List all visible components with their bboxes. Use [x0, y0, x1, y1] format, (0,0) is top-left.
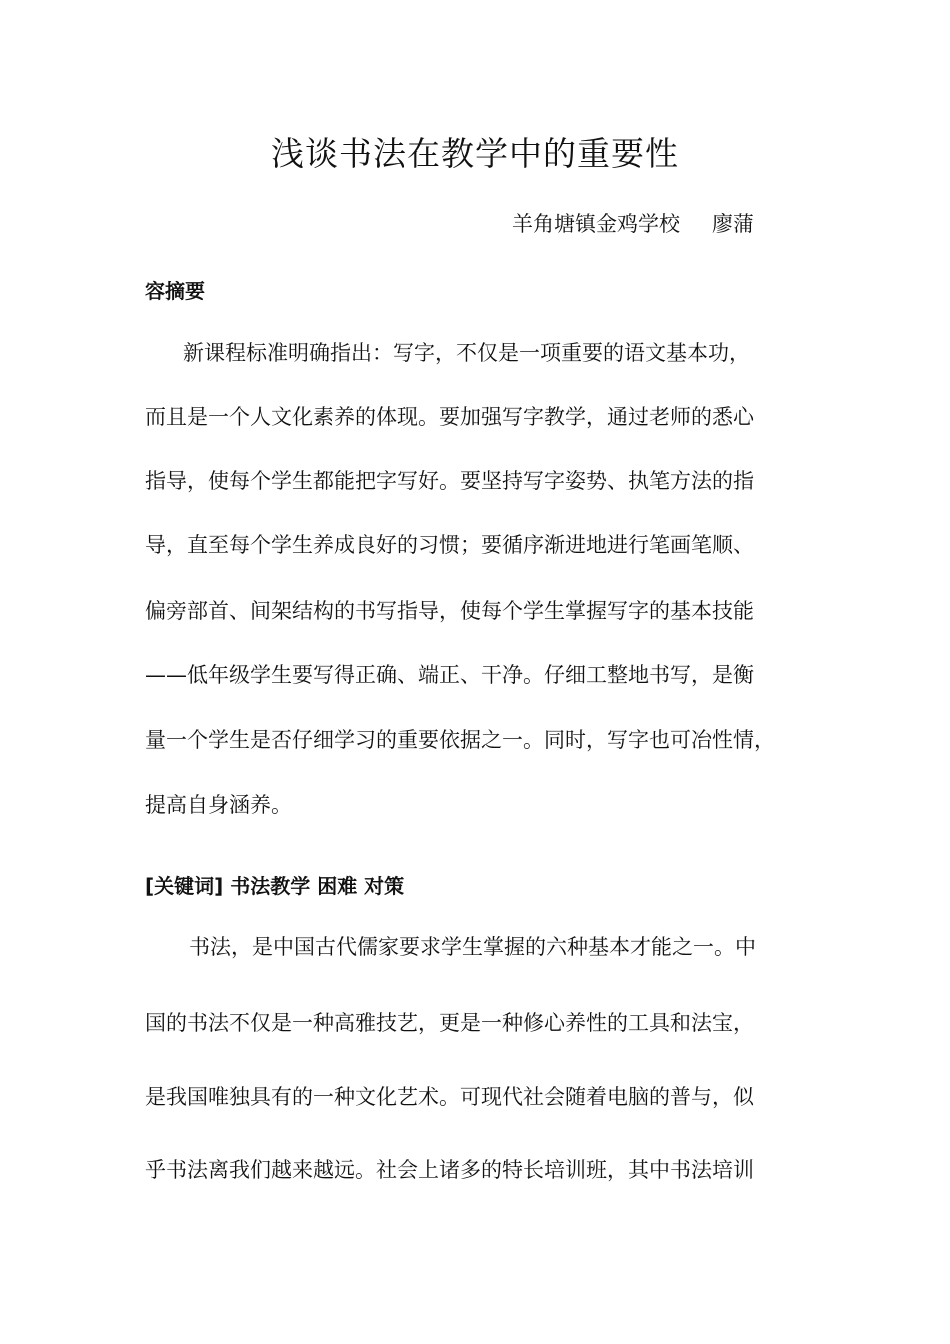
abstract-line-3: 指导，使每个学生都能把字写好。要坚持写字姿势、执笔方法的指 [145, 469, 754, 493]
abstract-line-7: 量一个学生是否仔细学习的重要依据之一。同时，写字也可冶性情， [145, 728, 775, 752]
abstract-line-6: ——低年级学生要写得正确、端正、干净。仔细工整地书写，是衡 [145, 663, 754, 687]
document-title: 浅谈书法在教学中的重要性 [271, 134, 679, 173]
author-name: 廖蒲 [712, 212, 754, 236]
abstract-line-1: 新课程标准明确指出：写字，不仅是一项重要的语文基本功， [183, 341, 750, 365]
abstract-line-8: 提高自身涵养。 [145, 793, 292, 817]
body-line-1: 书法，是中国古代儒家要求学生掌握的六种基本才能之一。中 [189, 935, 756, 959]
abstract-line-2: 而且是一个人文化素养的体现。要加强写字教学，通过老师的悉心 [145, 405, 754, 429]
body-line-3: 是我国唯独具有的一种文化艺术。可现代社会随着电脑的普与，似 [145, 1085, 754, 1109]
author-school: 羊角塘镇金鸡学校 [512, 212, 680, 236]
abstract-line-4: 导，直至每个学生养成良好的习惯；要循序渐进地进行笔画笔顺、 [145, 533, 754, 557]
keywords-line: [关键词] 书法教学 困难 对策 [145, 874, 405, 898]
abstract-line-5: 偏旁部首、间架结构的书写指导，使每个学生掌握写字的基本技能 [145, 599, 754, 623]
author-line [512, 208, 754, 238]
body-line-2: 国的书法不仅是一种高雅技艺，更是一种修心养性的工具和法宝， [145, 1011, 754, 1035]
abstract-heading: 容摘要 [145, 279, 205, 303]
body-line-4: 乎书法离我们越来越远。社会上诸多的特长培训班，其中书法培训 [145, 1158, 754, 1182]
